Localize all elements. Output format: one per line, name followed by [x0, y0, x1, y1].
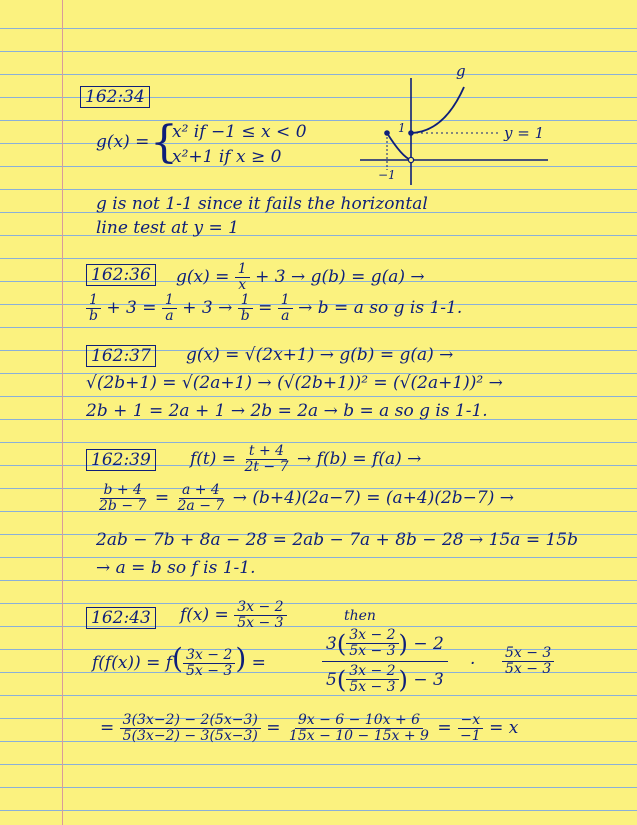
problem-label-36: 162:36 — [86, 264, 156, 286]
fraction-num: 3x − 2 — [234, 600, 286, 616]
compound-fraction — [322, 628, 448, 695]
piecewise-graph — [352, 60, 552, 190]
function-36-lhs: g(x) = — [176, 267, 230, 287]
fraction-den: 2b − 7 — [99, 498, 147, 514]
fraction-num: 1 — [278, 293, 293, 309]
fraction-num: −x — [458, 713, 484, 729]
fraction-den: a — [281, 308, 290, 324]
fraction-num: 5x − 3 — [502, 646, 554, 662]
function-36 — [176, 262, 425, 293]
piecewise-brace: { — [150, 117, 178, 168]
composition-43: f(f(x)) = f( $\frac{3x - 2}{5x - 3}$ ) = — [92, 642, 266, 679]
piecewise-function-name: g(x) = — [96, 132, 150, 152]
fraction-distributed — [286, 713, 432, 744]
problem-label-39: 162:39 — [86, 449, 156, 471]
function-43-lhs: f(x) = — [180, 605, 229, 625]
fraction-num: 3(3x−2) − 2(5x−3) — [120, 713, 261, 729]
fraction-b-plus-4 — [96, 483, 149, 514]
fraction-num: 1 — [238, 293, 253, 309]
work-39-cross: → (b+4)(2a−7) = (a+4)(2b−7) → — [232, 488, 515, 508]
closed-point-right — [408, 130, 414, 136]
piecewise-case-2: x²+1 if x ≥ 0 — [172, 147, 282, 167]
curve-left-branch — [387, 133, 411, 160]
fraction-1-over-a-2 — [278, 293, 293, 324]
fraction-den: 5x − 3 — [349, 643, 396, 659]
graph-label-g: g — [456, 62, 466, 80]
compound-denominator: 5 ( $\frac{3x - 2}{5x - 3}$ ) − 3 — [326, 663, 444, 695]
work-36 — [86, 293, 462, 324]
fraction-den: 5(3x−2) − 3(5x−3) — [122, 728, 258, 744]
fraction-num: a + 4 — [179, 483, 223, 499]
function-39-lhs: f(t) = — [190, 449, 237, 469]
work-37-line3: 2b + 1 = 2a + 1 → 2b = 2a → b = a so g is 1-1. — [86, 401, 488, 421]
fraction-den: b — [89, 308, 98, 324]
fraction-den: −1 — [460, 728, 481, 744]
curve-right-branch — [411, 87, 464, 133]
problem-label-37: 162:37 — [86, 345, 156, 367]
problem-label-34: 162:34 — [80, 86, 150, 108]
multiply-dot: · — [470, 654, 476, 674]
fraction-den: 2a − 7 — [177, 498, 225, 514]
function-43 — [180, 600, 287, 631]
simplification-43 — [100, 713, 518, 744]
compound-num-coef: 3 — [326, 633, 337, 654]
fraction-den: 15x − 10 − 15x + 9 — [288, 728, 429, 744]
simp-eq: = — [100, 718, 115, 738]
simp-eq3: = — [437, 718, 452, 738]
simp-final: = x — [489, 718, 519, 738]
work-39-line4: → a = b so f is 1-1. — [96, 558, 256, 578]
fraction-1-over-b — [86, 293, 101, 324]
work-37-line2: √(2b+1) = √(2a+1) → (√(2b+1))² = (√(2a+1))² → — [86, 373, 503, 393]
fraction-num: b + 4 — [100, 483, 145, 499]
margin-line — [62, 0, 63, 825]
function-36-tail: + 3 → g(b) = g(a) → — [255, 267, 425, 287]
fraction-den: 5x − 3 — [237, 615, 284, 631]
fraction-expanded — [120, 713, 261, 744]
work-36-tail: → b = a so g is 1-1. — [298, 298, 463, 318]
fraction-den: b — [240, 308, 250, 324]
fraction-inner-num — [346, 628, 398, 659]
fraction-inner-arg — [183, 648, 235, 679]
fraction-1-over-b-2 — [238, 293, 253, 324]
fraction-den: 5x − 3 — [185, 663, 233, 679]
work-37-line1: g(x) = √(2x+1) → g(b) = g(a) → — [186, 345, 454, 365]
fraction-a-plus-4 — [174, 483, 227, 514]
work-39-eq: = — [154, 488, 170, 508]
conclusion-34-line2: line test at y = 1 — [96, 218, 239, 238]
work-36-seg1: + 3 = — [106, 298, 157, 318]
fraction-1-over-a — [162, 293, 177, 324]
open-point-origin — [408, 157, 413, 162]
problem-label-43: 162:43 — [86, 607, 156, 629]
fraction-num: 9x − 6 − 10x + 6 — [295, 713, 423, 729]
multiplier-fraction — [502, 646, 554, 677]
work-36-eq: = — [258, 298, 273, 318]
conclusion-34-line1: g is not 1-1 since it fails the horizontal — [96, 194, 428, 214]
fraction-den: 5x − 3 — [349, 679, 396, 695]
fraction-num: 1 — [162, 293, 177, 309]
piecewise-case-1: x² if −1 ≤ x < 0 — [172, 122, 307, 142]
composition-lhs: f(f(x)) = f — [92, 653, 173, 673]
composition-eq: = — [251, 653, 266, 673]
fraction-den: a — [165, 308, 174, 324]
compound-num-tail: − 2 — [413, 633, 444, 654]
compound-den-tail: − 3 — [413, 669, 444, 690]
big-fraction-43 — [322, 628, 448, 695]
fraction-inner-den — [346, 664, 398, 695]
fraction-num: t + 4 — [246, 444, 287, 460]
simp-eq2: = — [266, 718, 281, 738]
graph-tick-neg1: −1 — [378, 168, 396, 182]
fraction-num: 3x − 2 — [183, 648, 235, 664]
function-39-tail: → f(b) = f(a) → — [296, 449, 422, 469]
fraction-den: x — [238, 277, 247, 293]
then-note: then — [344, 608, 376, 624]
fraction-t-plus-4 — [241, 444, 291, 475]
graph-label-y1: y = 1 — [504, 124, 545, 142]
fraction-num: 1 — [86, 293, 101, 309]
compound-den-coef: 5 — [326, 669, 337, 690]
compound-numerator: 3 ( $\frac{3x - 2}{5x - 3}$ ) − 2 — [322, 628, 448, 662]
fraction-den: 2t − 7 — [244, 459, 289, 475]
fraction-num: 3x − 2 — [346, 664, 398, 680]
fraction-den: 5x − 3 — [505, 661, 552, 677]
work-36-seg2: + 3 → — [182, 298, 233, 318]
work-39-line2 — [96, 483, 514, 514]
fraction-neg-x-over-neg-1 — [457, 713, 484, 744]
graph-tick-1: 1 — [398, 121, 406, 135]
work-39-line3: 2ab − 7b + 8a − 28 = 2ab − 7a + 8b − 28 → 15a = 15b — [96, 530, 578, 550]
fraction-5x-3-over-5x-3 — [502, 646, 554, 677]
fraction-num: 1 — [235, 262, 250, 278]
fraction-3x-2-over-5x-3 — [234, 600, 286, 631]
fraction-1-over-x — [235, 262, 250, 293]
fraction-num: 3x − 2 — [346, 628, 398, 644]
function-39 — [190, 444, 421, 475]
